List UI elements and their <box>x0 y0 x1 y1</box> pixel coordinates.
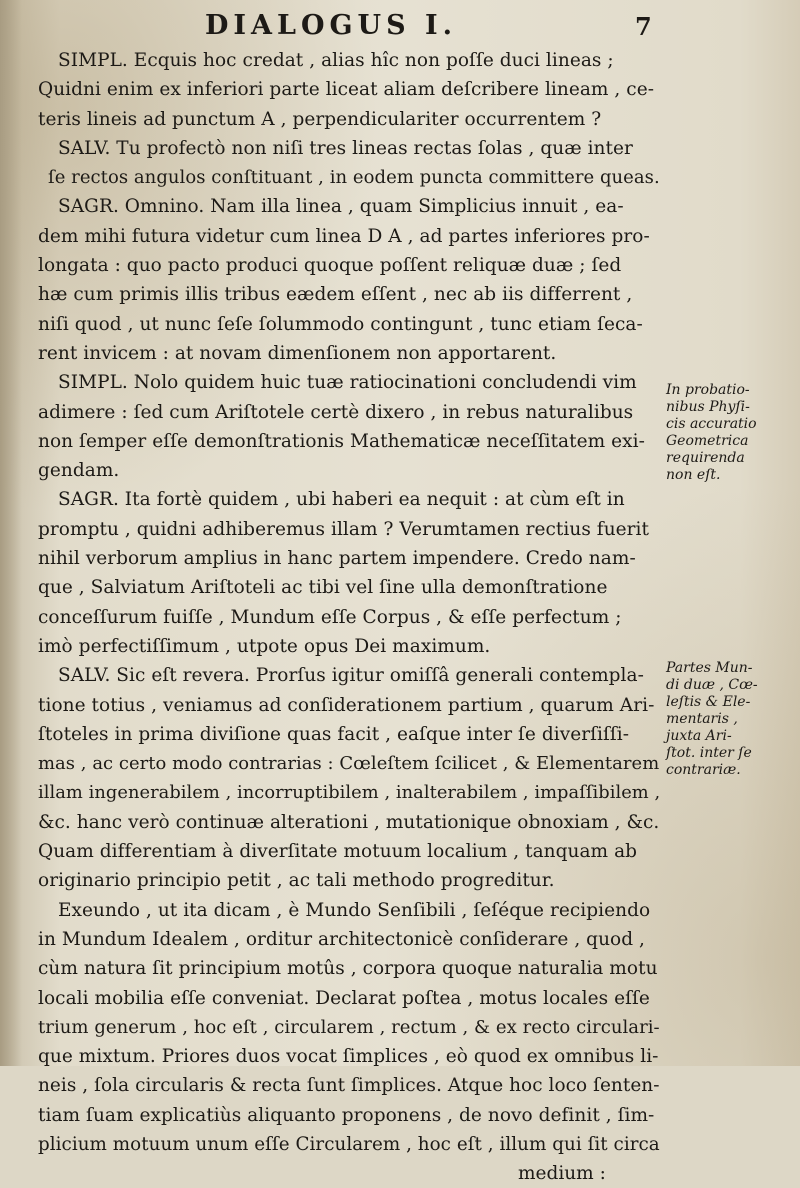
text-line: rent invicem : at novam dimenſionem non apportarent. <box>38 342 557 364</box>
text-line: que , Salviatum Ariſtoteli ac tibi vel ſine ulla demonſtratione <box>38 577 608 599</box>
margin-note-line: ſtot. inter ſe <box>666 745 752 761</box>
page-gutter-shadow <box>0 0 22 1066</box>
running-head <box>0 10 800 46</box>
text-line: SALV. Sic eſt revera. Prorſus igitur omiſſâ generali contempla- <box>58 665 644 687</box>
text-line: SALV. Tu profectò non niſi tres lineas rectas ſolas , quæ inter <box>58 137 633 159</box>
margin-note-line: Geometrica <box>666 433 749 449</box>
text-line: locali mobilia eſſe conveniat. Declarat poſtea , motus locales eſſe <box>38 987 650 1009</box>
text-line: Exeundo , ut ita dicam , è Mundo Senſibili , ſeſéque recipiendo <box>58 899 651 921</box>
text-line: que mixtum. Priores duos vocat ſimplices , eò quod ex omnibus li- <box>38 1046 659 1068</box>
margin-note-line: juxta Ari- <box>666 728 732 744</box>
margin-note-line: nibus Phyſi- <box>666 399 750 415</box>
text-line: in Mundum Idealem , orditur architectonicè conſiderare , quod , <box>38 928 645 950</box>
text-line: originario principio petit , ac tali methodo progreditur. <box>38 870 555 892</box>
margin-note-parts <box>666 660 796 779</box>
text-line: non ſemper eſſe demonſtrationis Mathematicæ neceſſitatem exi- <box>38 430 645 452</box>
text-line: &c. hanc verò continuæ alterationi , mutationique obnoxiam , &c. <box>38 811 660 833</box>
margin-note-proof <box>666 382 796 484</box>
text-line: tiam ſuam explicatiùs aliquanto proponens , de novo definit , ſim- <box>38 1104 655 1126</box>
text-line: neis , ſola circularis & recta ſunt ſimplices. Atque hoc loco ſenten- <box>38 1075 660 1097</box>
text-line: gendam. <box>38 460 120 482</box>
text-line: conceſſurum fuiſſe , Mundum eſſe Corpus , & eſſe perfectum ; <box>38 606 622 628</box>
text-line: SIMPL. Nolo quidem huic tuæ ratiocinationi concludendi vim <box>58 372 637 394</box>
text-line: Quidni enim ex inferiori parte liceat aliam deſcribere lineam , ce- <box>38 79 655 101</box>
text-line: SAGR. Ita fortè quidem , ubi haberi ea nequit : at cùm eſt in <box>58 489 625 511</box>
margin-note-line: Partes Mun- <box>666 660 753 676</box>
margin-note-line: requirenda <box>666 450 745 466</box>
margin-note-line: contrariæ. <box>666 762 741 778</box>
text-line: hæ cum primis illis tribus eædem eſſent , nec ab iis differrent , <box>38 284 633 306</box>
text-line: SIMPL. Ecquis hoc credat , alias hîc non poſſe duci lineas ; <box>58 50 614 71</box>
text-line: SAGR. Omnino. Nam illa linea , quam Simplicius innuit , ea- <box>58 196 624 218</box>
text-line: nihil verborum amplius in hanc partem impendere. Credo nam- <box>38 548 636 570</box>
main-text-block <box>38 46 661 1188</box>
text-line: promptu , quidni adhiberemus illam ? Verumtamen rectius fuerit <box>38 518 650 540</box>
text-line: Quam differentiam à diverſitate motuum localium , tanquam ab <box>38 841 638 863</box>
text-line: cùm natura ſit principium motûs , corpora quoque naturalia motu <box>38 958 658 980</box>
running-title: DIALOGUS I. <box>205 10 458 41</box>
margin-note-line: mentaris , <box>666 711 738 727</box>
page-number: 7 <box>635 12 652 41</box>
text-line: ſtoteles in prima diviſione quas facit , eaſque inter ſe diverſiſſi- <box>38 723 630 745</box>
text-line: longata : quo pacto produci quoque poſſent reliquæ duæ ; ſed <box>38 255 622 277</box>
text-line: imò perfectiſſimum , utpote opus Dei maximum. <box>38 635 491 657</box>
text-line: ſe rectos angulos conſtituant , in eodem puncta committere queas. <box>48 167 660 189</box>
text-line: adimere : ſed cum Ariſtotele certè dixero , in rebus naturalibus <box>38 401 634 423</box>
margin-note-line: In probatio- <box>666 382 750 398</box>
text-line: niſi quod , ut nunc ſeſe ſolummodo contingunt , tunc etiam ſeca- <box>38 313 643 335</box>
text-line: trium generum , hoc eſt , circularem , rectum , & ex recto circulari- <box>38 1016 660 1038</box>
margin-note-line: leſtis & Ele- <box>666 694 751 710</box>
margin-note-line: non eſt. <box>666 467 721 483</box>
text-line: plicium motuum unum eſſe Circularem , hoc eſt , illum qui ſit circa <box>38 1133 660 1155</box>
margin-note-line: cis accuratio <box>666 416 757 432</box>
text-line: dem mihi futura videtur cum linea D A , ad partes inferiores pro- <box>38 225 650 247</box>
text-line: teris lineis ad punctum A , perpendiculariter occurrentem ? <box>38 108 602 130</box>
text-line: tione totius , veniamus ad conſiderationem partium , quarum Ari- <box>38 694 655 716</box>
text-line: mas , ac certo modo contrarias : Cœleſtem ſcilicet , & Elementarem <box>38 753 660 775</box>
text-line: illam ingenerabilem , incorruptibilem , inalterabilem , impaſſibilem , <box>38 782 661 804</box>
catchword: medium : <box>518 1163 606 1185</box>
margin-note-line: di duæ , Cœ- <box>666 677 758 693</box>
